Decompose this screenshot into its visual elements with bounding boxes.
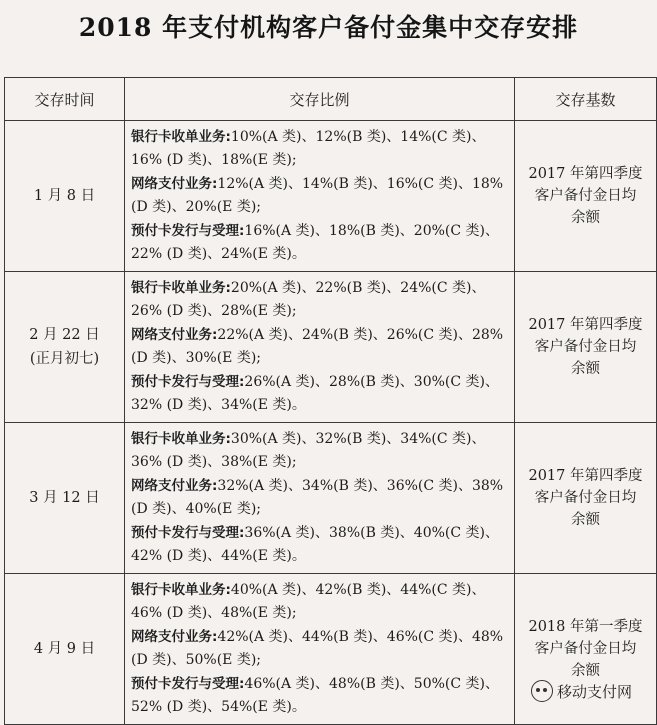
table-row [5, 272, 657, 423]
ratio-group [131, 126, 510, 173]
base-line: 余额 [571, 361, 600, 377]
base-line: 余额 [571, 210, 600, 226]
business-label: 银行卡收单业务: [131, 581, 231, 598]
table-row [5, 423, 657, 574]
ratio-text: 46%(A 类)、48%(B 类)、50%(C 类)、52% (D 类)、54%(E 类)。 [131, 675, 499, 715]
base-line: 余额 [571, 512, 600, 528]
ratio-group [131, 673, 510, 720]
ratio-group [131, 277, 510, 324]
table-header-row [5, 78, 657, 121]
deposit-date: 2 月 22 日 [29, 327, 100, 343]
business-label: 网络支付业务: [131, 477, 218, 494]
ratio-text: 12%(A 类)、14%(B 类)、16%(C 类)、18% (D 类)、20%(E 类); [131, 175, 504, 215]
deposit-base-cell [515, 121, 657, 272]
business-label: 网络支付业务: [131, 326, 218, 343]
business-label: 网络支付业务: [131, 628, 218, 645]
ratio-text: 40%(A 类)、42%(B 类)、44%(C 类)、 46% (D 类)、48%(E 类); [131, 581, 486, 621]
business-label: 预付卡发行与受理: [131, 222, 245, 239]
column-header-time: 交存时间 [5, 78, 125, 121]
base-line: 客户备付金日均 [534, 641, 637, 657]
deposit-ratio-cell [125, 574, 515, 725]
base-line: 客户备付金日均 [534, 490, 637, 506]
page-title: 2018 年支付机构客户备付金集中交存安排 [78, 13, 579, 42]
base-line: 2018 年第一季度 [528, 619, 643, 635]
base-line: 余额 [571, 663, 600, 679]
ratio-group [131, 428, 510, 475]
ratio-group [131, 371, 510, 418]
business-label: 预付卡发行与受理: [131, 373, 245, 390]
ratio-group [131, 626, 510, 673]
business-label: 预付卡发行与受理: [131, 524, 245, 541]
deposit-ratio-cell [125, 423, 515, 574]
ratio-group [131, 220, 510, 267]
base-line: 客户备付金日均 [534, 188, 637, 204]
deposit-time-cell [5, 423, 125, 574]
column-header-ratio: 交存比例 [125, 78, 515, 121]
ratio-text: 22%(A 类)、24%(B 类)、26%(C 类)、28% (D 类)、30%(E 类); [131, 326, 504, 366]
ratio-group [131, 324, 510, 371]
ratio-text: 10%(A 类)、12%(B 类)、14%(C 类)、16% (D 类)、18%(E 类); [131, 128, 486, 168]
deposit-date: 4 月 9 日 [33, 641, 96, 657]
ratio-text: 26%(A 类)、28%(B 类)、30%(C 类)、32% (D 类)、34%(E 类)。 [131, 373, 499, 413]
deposit-base-cell [515, 272, 657, 423]
base-line: 客户备付金日均 [534, 339, 637, 355]
ratio-text: 16%(A 类)、18%(B 类)、20%(C 类)、22% (D 类)、24%(E 类)。 [131, 222, 499, 262]
deposit-date-note: (正月初七) [29, 351, 100, 367]
deposit-ratio-cell [125, 121, 515, 272]
deposit-time-cell [5, 121, 125, 272]
ratio-group [131, 522, 510, 569]
deposit-time-cell [5, 272, 125, 423]
ratio-text: 32%(A 类)、34%(B 类)、36%(C 类)、38% (D 类)、40%(E 类); [131, 477, 504, 517]
base-line: 2017 年第四季度 [528, 317, 643, 333]
deposit-date: 1 月 8 日 [33, 188, 96, 204]
business-label: 网络支付业务: [131, 175, 218, 192]
business-label: 预付卡发行与受理: [131, 675, 245, 692]
ratio-group [131, 475, 510, 522]
deposit-ratio-cell [125, 272, 515, 423]
deposit-base-cell [515, 423, 657, 574]
ratio-text: 30%(A 类)、32%(B 类)、34%(C 类)、36% (D 类)、38%(E 类); [131, 430, 486, 470]
ratio-text: 42%(A 类)、44%(B 类)、46%(C 类)、48% (D 类)、50%(E 类); [131, 628, 504, 668]
source-watermark [528, 680, 635, 702]
deposit-time-cell [5, 574, 125, 725]
business-label: 银行卡收单业务: [131, 430, 231, 447]
schedule-table [4, 77, 657, 725]
ratio-group [131, 173, 510, 220]
watermark-text: 移动支付网 [557, 682, 633, 701]
table-row [5, 121, 657, 272]
wechat-icon [531, 680, 553, 702]
ratio-text: 20%(A 类)、22%(B 类)、24%(C 类)、26% (D 类)、28%(E 类); [131, 279, 486, 319]
base-line: 2017 年第四季度 [528, 166, 643, 182]
column-header-base: 交存基数 [515, 78, 657, 121]
ratio-text: 36%(A 类)、38%(B 类)、40%(C 类)、42% (D 类)、44%(E 类)。 [131, 524, 499, 564]
base-line: 2017 年第四季度 [528, 468, 643, 484]
ratio-group [131, 579, 510, 626]
business-label: 银行卡收单业务: [131, 128, 231, 145]
deposit-date: 3 月 12 日 [29, 490, 100, 506]
business-label: 银行卡收单业务: [131, 279, 231, 296]
